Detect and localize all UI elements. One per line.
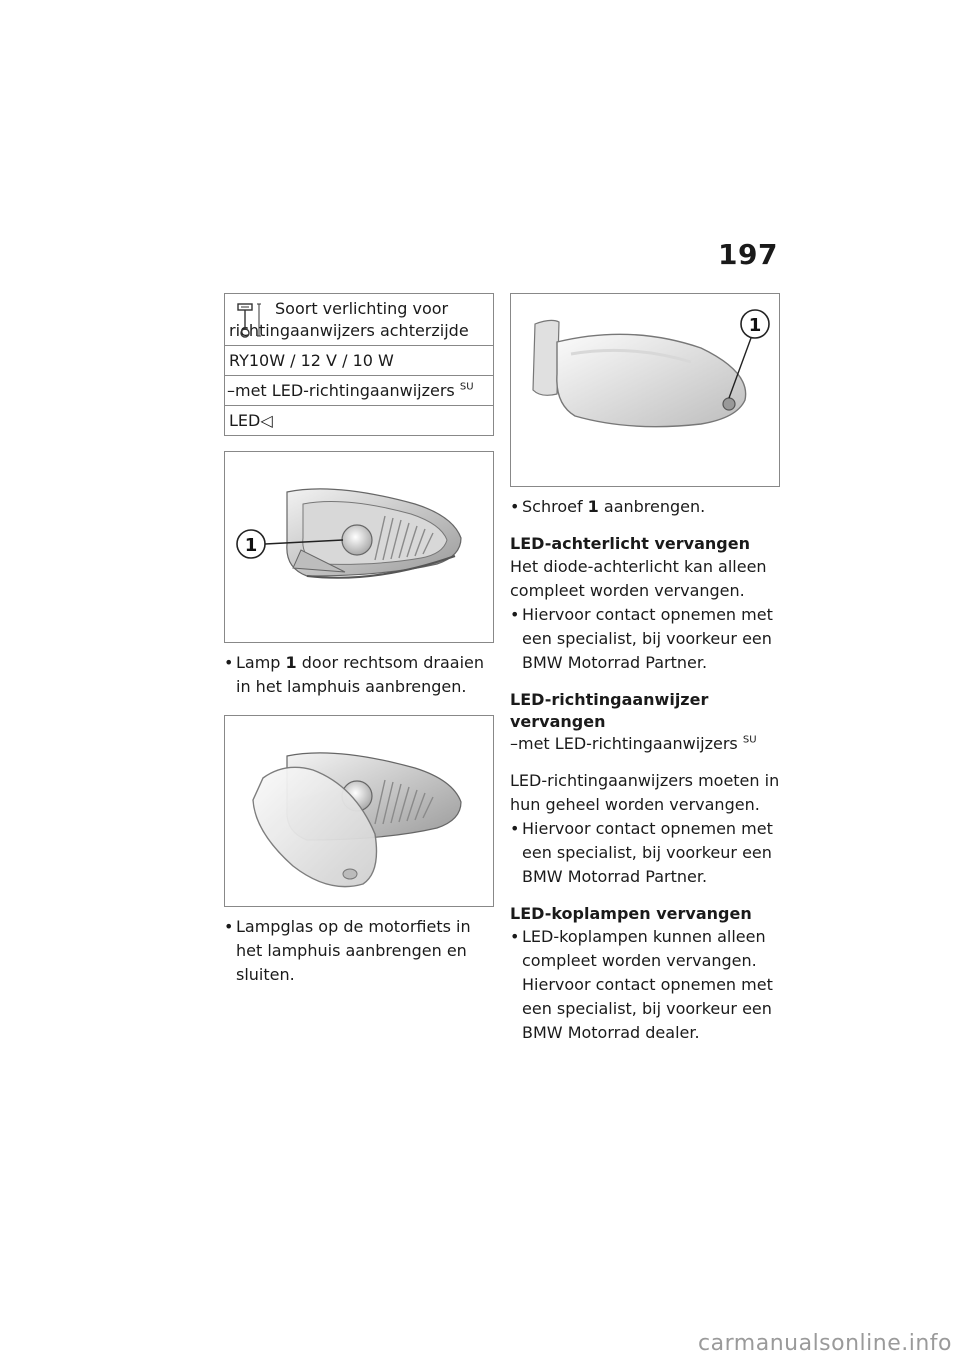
section-led-rearlight-para: Het diode-achterlicht kan alleen compleet worden vervangen. xyxy=(510,557,767,600)
led-triangle-icon: ◁ xyxy=(260,411,273,430)
variant-dash: – xyxy=(227,381,235,400)
step-screw xyxy=(510,495,782,519)
figure-lamp-insert xyxy=(224,451,494,643)
step-screw-post: aanbrengen. xyxy=(598,497,706,516)
right-column xyxy=(510,293,782,1045)
step-close-lens: • Lampglas op de motorfiets in het lamphuis aanbrengen en sluiten. xyxy=(224,915,494,987)
section-led-indicator-bullet: • Hiervoor contact opnemen met een specialist, bij voorkeur een BMW Motorrad Partner. xyxy=(510,817,782,889)
figure1-callout-label: 1 xyxy=(244,535,258,556)
section-led-rearlight-bullet: • Hiervoor contact opnemen met een specialist, bij voorkeur een BMW Motorrad Partner. xyxy=(510,603,782,675)
lamp-housing-illustration xyxy=(225,452,493,642)
figure-screw xyxy=(510,293,780,487)
led-value: LED xyxy=(229,411,261,430)
spec-table xyxy=(224,293,494,436)
variant-sup: SU xyxy=(459,381,474,393)
figure-lens-close xyxy=(224,715,494,907)
section-led-headlight-heading: LED-koplampen vervangen xyxy=(510,904,752,923)
bulb-spec-icon xyxy=(235,300,267,340)
lens-closing-illustration xyxy=(225,716,493,906)
step1-post: door rechtsom draaien in het lamphuis aanbrengen. xyxy=(236,653,485,696)
section-led-indicator-variant xyxy=(510,733,782,755)
section2-variant-text: met LED-richtingaanwijzers xyxy=(518,734,738,753)
variant-text: met LED-richtingaanwijzers xyxy=(235,381,455,400)
spec-table-variant xyxy=(225,375,493,405)
spec-table-header xyxy=(225,294,493,345)
step1-bold: 1 xyxy=(285,653,297,672)
step-insert-lamp xyxy=(224,651,494,699)
section-led-indicator-heading: LED-richtingaanwijzer vervangen xyxy=(510,690,709,731)
page-number: 197 xyxy=(718,238,778,271)
section-led-rearlight-heading: LED-achterlicht vervangen xyxy=(510,534,750,553)
step-screw-pre: Schroef xyxy=(522,497,588,516)
spec-table-title: Soort verlichting voor richtingaanwijzers achterzijde xyxy=(229,299,469,340)
screw-illustration xyxy=(511,294,779,486)
section2-dash: – xyxy=(510,734,518,753)
left-column xyxy=(224,293,494,987)
watermark: carmanualsonline.info xyxy=(698,1331,952,1356)
spec-table-led xyxy=(225,405,493,435)
section2-variant-sup: SU xyxy=(742,734,757,746)
figure-callout-label: 1 xyxy=(748,315,762,336)
step1-pre: Lamp xyxy=(236,653,286,672)
section-led-headlight-bullet: • LED-koplampen kunnen alleen compleet worden vervangen. Hiervoor contact opnemen met een specialist, bij voorkeur een BMW Motorrad dealer. xyxy=(510,925,782,1045)
spec-table-value: RY10W / 12 V / 10 W xyxy=(225,345,493,375)
step-screw-bold: 1 xyxy=(587,497,599,516)
section-led-indicator-para: LED-richtingaanwijzers moeten in hun geheel worden vervangen. xyxy=(510,771,780,814)
